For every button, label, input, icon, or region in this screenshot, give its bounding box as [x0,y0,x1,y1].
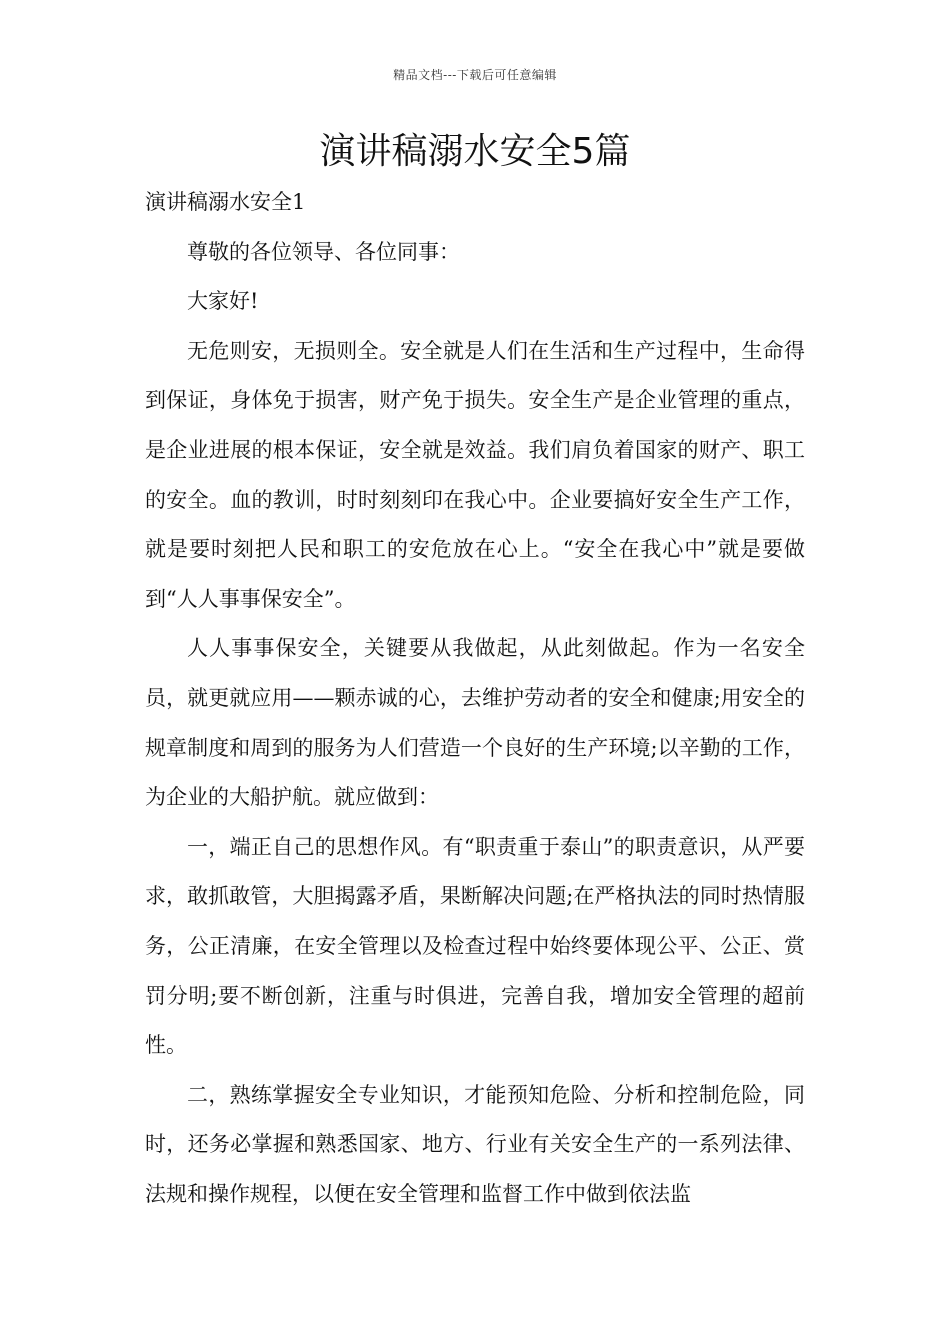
paragraph: 一，端正自己的思想作风。有“职责重于泰山”的职责意识，从严要求，敢抓敢管，大胆揭露矛盾，果断解决问题;在严格执法的同时热情服务，公正清廉，在安全管理以及检查过程中始终要体现公平、公正、赏罚分明;要不断创新，注重与时俱进，完善自我，增加安全管理的超前性。 [145,834,805,1058]
paragraph: 人人事事保安全，关键要从我做起，从此刻做起。作为一名安全员，就更就应用——颗赤诚的心，去维护劳动者的安全和健康;用安全的规章制度和周到的服务为人们营造一个良好的生产环境;以辛勤的工作，为企业的大船护航。就应做到： [145,636,805,810]
paragraph-greeting: 大家好! [187,289,259,314]
paragraph: 无危则安，无损则全。安全就是人们在生活和生产过程中，生命得到保证，身体免于损害，财产免于损失。安全生产是企业管理的重点，是企业进展的根本保证，安全就是效益。我们肩负着国家的财产、职工的安全。血的教训，时时刻刻印在我心中。企业要搞好安全生产工作，就是要时刻把人民和职工的安危放在心上。“安全在我心中”就是要做到“人人事事保安全”。 [145,338,805,611]
document-title: 演讲稿溺水安全5篇 [319,131,631,172]
header-note: 精品文档---下载后可任意编辑 [393,68,557,82]
section-heading: 演讲稿溺水安全1 [145,190,306,214]
paragraph: 二，熟练掌握安全专业知识，才能预知危险、分析和控制危险，同时，还务必掌握和熟悉国家、地方、行业有关安全生产的一系列法律、法规和操作规程，以便在安全管理和监督工作中做到依法监 [145,1082,805,1206]
paragraph-salutation: 尊敬的各位领导、各位同事： [187,239,460,264]
document-body [145,178,805,1219]
